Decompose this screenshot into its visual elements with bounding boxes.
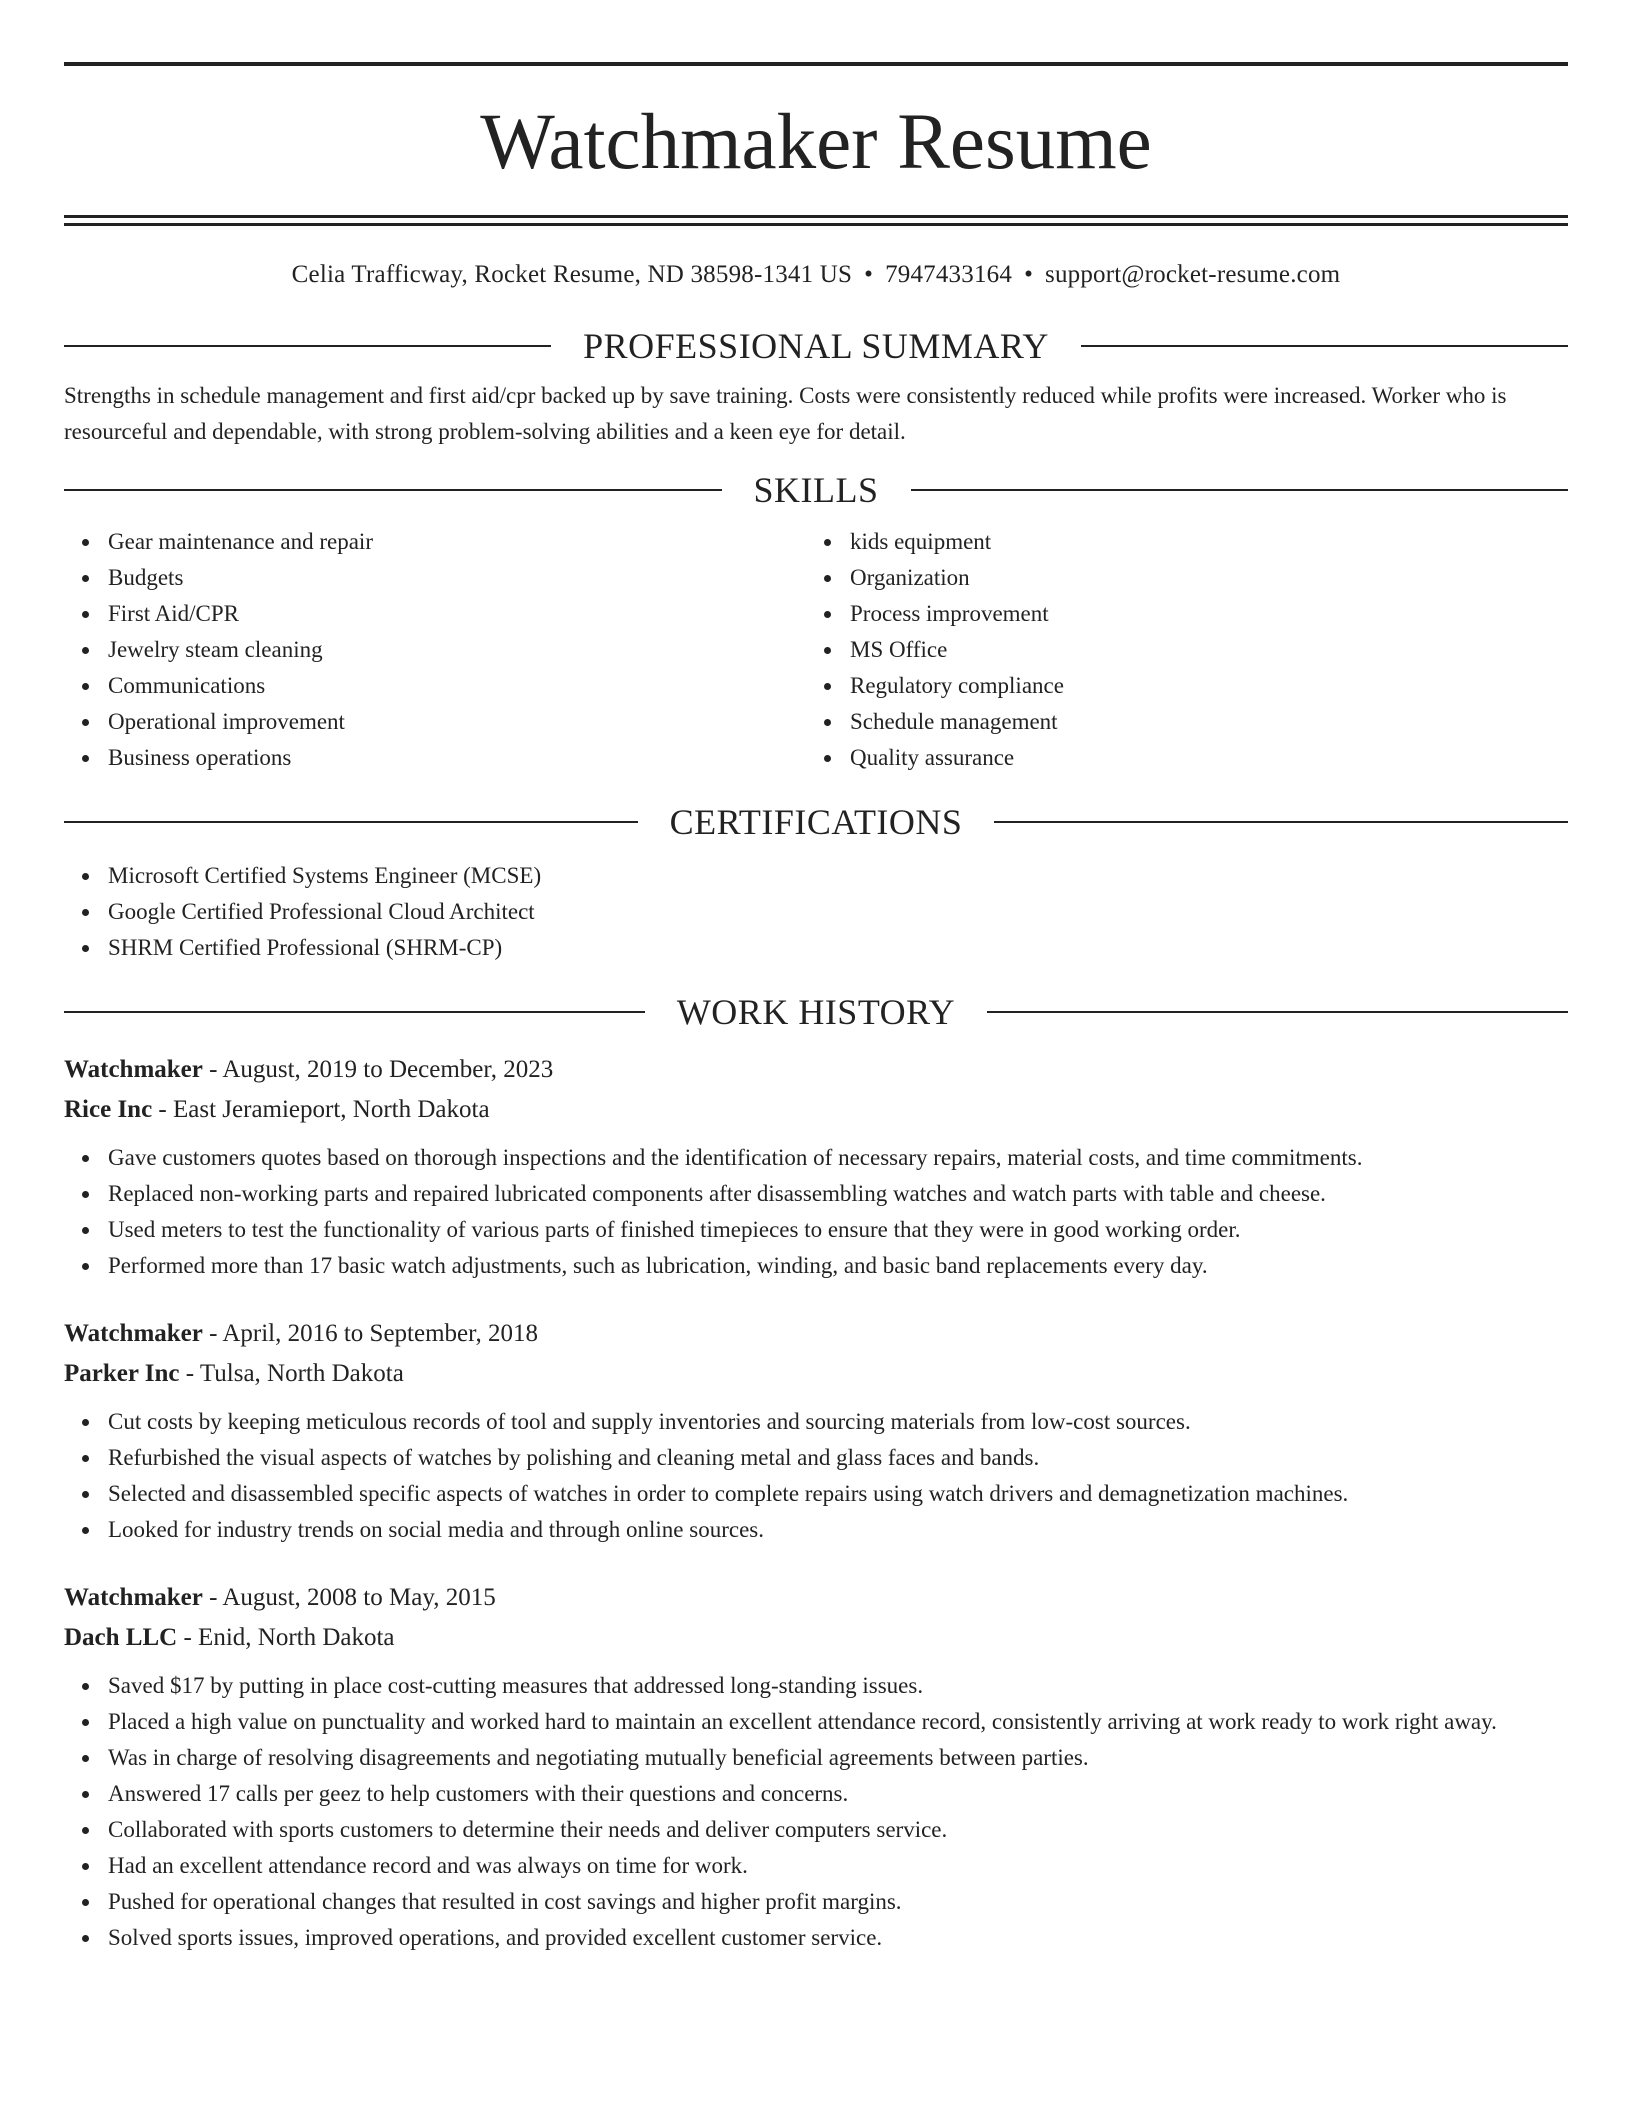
list-item: Performed more than 17 basic watch adjustments, such as lubrication, winding, and basic band replacements every day. <box>108 1248 1568 1284</box>
heading-rule-left <box>64 345 551 347</box>
list-item: MS Office <box>850 632 1548 668</box>
job-company-line <box>64 1618 1568 1658</box>
list-item: Organization <box>850 560 1548 596</box>
list-item: Communications <box>108 668 806 704</box>
resume-title: Watchmaker Resume <box>480 99 1152 186</box>
list-item: Operational improvement <box>108 704 806 740</box>
job-location: - Enid, North Dakota <box>177 1624 395 1651</box>
list-item: Had an excellent attendance record and was always on time for work. <box>108 1848 1568 1884</box>
heading-rule-right <box>987 1011 1568 1013</box>
list-item: Microsoft Certified Systems Engineer (MCSE) <box>108 858 1568 894</box>
certifications-list <box>64 858 1568 966</box>
skills-column-right <box>806 524 1548 776</box>
resume-page <box>64 62 1568 1956</box>
list-item: Schedule management <box>850 704 1548 740</box>
contact-line <box>64 258 1568 292</box>
job-title: Watchmaker <box>64 1056 203 1083</box>
list-item: Gave customers quotes based on thorough inspections and the identification of necessary repairs, material costs, and time commitments. <box>108 1140 1568 1176</box>
job-dates: - April, 2016 to September, 2018 <box>202 1320 538 1347</box>
job-title-line <box>64 1578 1568 1618</box>
list-item: Gear maintenance and repair <box>108 524 806 560</box>
list-item: Quality assurance <box>850 740 1548 776</box>
skills-list-right <box>806 524 1548 776</box>
job-bullets <box>64 1404 1568 1548</box>
section-heading-summary <box>64 324 1568 368</box>
job-entry <box>64 1050 1568 1284</box>
job-title-line <box>64 1050 1568 1090</box>
list-item: Answered 17 calls per geez to help customers with their questions and concerns. <box>108 1776 1568 1812</box>
list-item: Looked for industry trends on social media and through online sources. <box>108 1512 1568 1548</box>
job-company: Rice Inc <box>64 1096 153 1123</box>
job-location: - Tulsa, North Dakota <box>179 1360 404 1387</box>
list-item: Placed a high value on punctuality and worked hard to maintain an excellent attendance record, consistently arriving at work ready to work right away. <box>108 1704 1568 1740</box>
list-item: SHRM Certified Professional (SHRM-CP) <box>108 930 1568 966</box>
contact-email: support@rocket-resume.com <box>1045 261 1341 288</box>
skills-list-left <box>64 524 806 776</box>
job-company: Dach LLC <box>64 1624 178 1651</box>
list-item: Refurbished the visual aspects of watches by polishing and cleaning metal and glass faces and bands. <box>108 1440 1568 1476</box>
list-item: Google Certified Professional Cloud Architect <box>108 894 1568 930</box>
list-item: Replaced non-working parts and repaired lubricated components after disassembling watches and watch parts with table and cheese. <box>108 1176 1568 1212</box>
section-heading-certifications <box>64 800 1568 844</box>
contact-address: Celia Trafficway, Rocket Resume, ND 38598-1341 US <box>291 261 853 288</box>
contact-separator: • <box>1024 261 1034 288</box>
job-dates: - August, 2008 to May, 2015 <box>202 1584 496 1611</box>
contact-phone: 7947433164 <box>885 261 1013 288</box>
heading-rule-left <box>64 821 638 823</box>
job-entry <box>64 1578 1568 1956</box>
list-item: Process improvement <box>850 596 1548 632</box>
title-double-rule <box>64 215 1568 226</box>
list-item: Solved sports issues, improved operations, and provided excellent customer service. <box>108 1920 1568 1956</box>
skills-grid <box>64 524 1568 776</box>
skills-column-left <box>64 524 806 776</box>
job-title-line <box>64 1314 1568 1354</box>
list-item: Jewelry steam cleaning <box>108 632 806 668</box>
list-item: Pushed for operational changes that resulted in cost savings and higher profit margins. <box>108 1884 1568 1920</box>
job-company: Parker Inc <box>64 1360 180 1387</box>
job-company-line <box>64 1354 1568 1394</box>
list-item: Budgets <box>108 560 806 596</box>
job-title: Watchmaker <box>64 1320 203 1347</box>
list-item: Selected and disassembled specific aspects of watches in order to complete repairs using watch drivers and demagnetization machines. <box>108 1476 1568 1512</box>
list-item: Was in charge of resolving disagreements and negotiating mutually beneficial agreements between parties. <box>108 1740 1568 1776</box>
list-item: First Aid/CPR <box>108 596 806 632</box>
heading-rule-left <box>64 1011 645 1013</box>
job-bullets <box>64 1668 1568 1956</box>
section-title: WORK HISTORY <box>676 992 956 1032</box>
list-item: Business operations <box>108 740 806 776</box>
job-bullets <box>64 1140 1568 1284</box>
job-location: - East Jeramieport, North Dakota <box>152 1096 490 1123</box>
section-heading-work-history <box>64 990 1568 1034</box>
summary-text: Strengths in schedule management and first aid/cpr backed up by save training. Costs were consistently reduced while profits were increased. Worker who is resourceful and dependable, with strong problem-solving abilities and a keen eye for detail. <box>64 383 1507 444</box>
list-item: Cut costs by keeping meticulous records of tool and supply inventories and sourcing materials from low-cost sources. <box>108 1404 1568 1440</box>
section-title: PROFESSIONAL SUMMARY <box>583 326 1049 366</box>
job-title: Watchmaker <box>64 1584 203 1611</box>
section-title: CERTIFICATIONS <box>669 802 963 842</box>
list-item: Used meters to test the functionality of various parts of finished timepieces to ensure that they were in good working order. <box>108 1212 1568 1248</box>
list-item: Saved $17 by putting in place cost-cutting measures that addressed long-standing issues. <box>108 1668 1568 1704</box>
job-company-line <box>64 1090 1568 1130</box>
list-item: Regulatory compliance <box>850 668 1548 704</box>
top-rule <box>64 62 1568 66</box>
heading-rule-right <box>911 489 1569 491</box>
list-item: Collaborated with sports customers to determine their needs and deliver computers service. <box>108 1812 1568 1848</box>
job-entry <box>64 1314 1568 1548</box>
section-heading-skills <box>64 468 1568 512</box>
heading-rule-left <box>64 489 722 491</box>
heading-rule-right <box>994 821 1568 823</box>
job-dates: - August, 2019 to December, 2023 <box>202 1056 554 1083</box>
list-item: kids equipment <box>850 524 1548 560</box>
contact-separator: • <box>864 261 874 288</box>
heading-rule-right <box>1081 345 1568 347</box>
section-title: SKILLS <box>753 470 879 510</box>
